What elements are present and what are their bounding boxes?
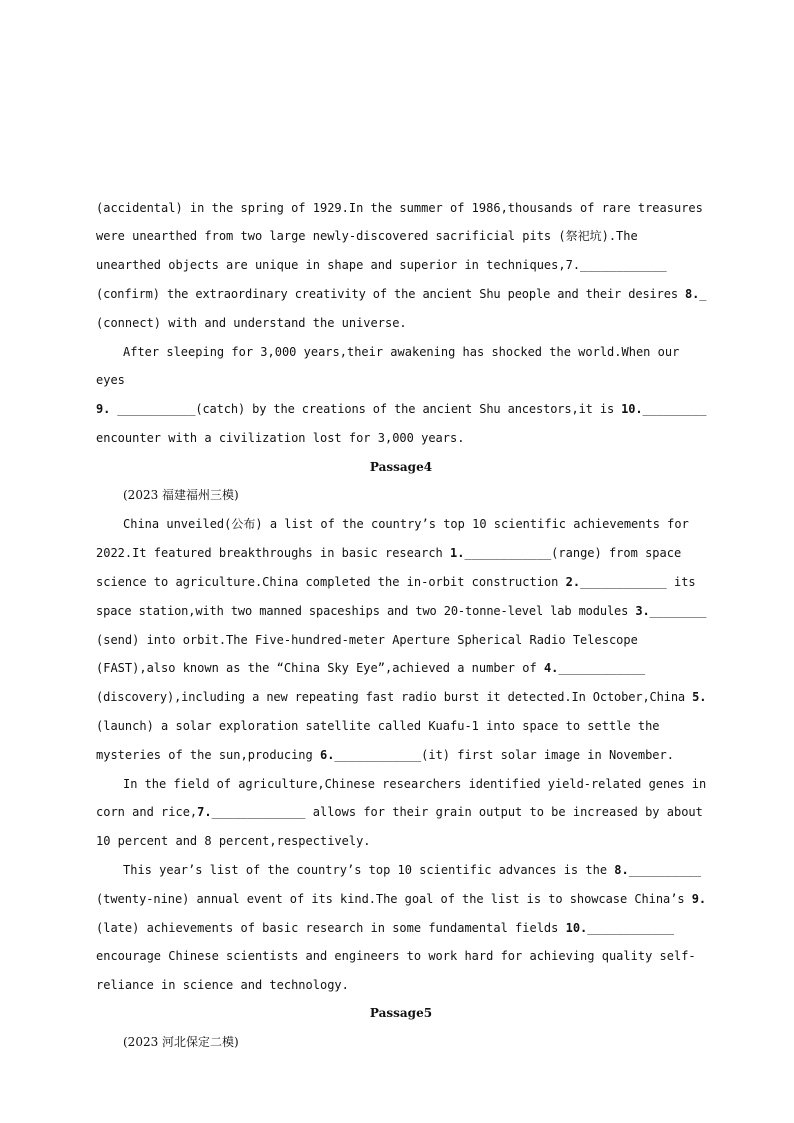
text: (discovery),including a new repeating fast radio burst it detected.In October,China [96,690,693,704]
p4-line-6 [96,659,645,677]
question-number: 8. [614,863,629,877]
passage4-title: Passage4 [369,460,433,474]
p4-line-8: (launch) a solar exploration satellite called Kuafu-1 into space to settle the [96,719,660,733]
p3-line-8 [96,400,706,418]
text: mysteries of the sun,producing [96,748,320,762]
p4-line-4 [96,602,706,620]
p4-line-1: China unveiled(公布) a list of the country’s top 10 scientific achievements for [123,517,689,531]
answer-blank: ________ [649,604,707,618]
question-number: 10. [565,921,588,935]
text: corn and rice, [96,805,198,819]
text: space station,with two manned spaceships and two 20-tonne-level lab modules [96,604,636,618]
answer-blank: _________ [642,402,707,416]
question-number: 1. [450,546,465,560]
answer-blank: ____________ [587,921,674,935]
p4-line-10: In the field of agriculture,Chinese researchers identified yield-related genes in [123,777,707,791]
text: (FAST),also known as the “China Sky Eye”,achieved a number of [96,661,544,675]
p3-line-1: (accidental) in the spring of 1929.In the summer of 1986,thousands of rare treasures [96,201,703,215]
question-number: 3. [635,604,650,618]
text: This year’s list of the country’s top 10 scientific advances is the [123,863,615,877]
text: ____________(range) from space [464,546,682,560]
text: ____________ its [580,575,696,589]
question-number: 8. [685,287,700,301]
text: ____________(it) first solar image in November. [334,748,674,762]
text: ___________(catch) by the creations of the ancient Shu ancestors,it is [110,402,622,416]
p4-line-9 [96,746,674,764]
p4-line-16: encourage Chinese scientists and engineers to work hard for achieving quality self- [96,949,696,963]
p4-line-14 [96,890,706,908]
text: 2022.It featured breakthroughs in basic research [96,546,451,560]
text: science to agriculture.China completed the in-orbit construction [96,575,566,589]
passage5-title: Passage5 [369,1006,433,1020]
p3-line-6: After sleeping for 3,000 years,their awakening has shocked the world.When our [123,345,680,359]
question-number: 10. [621,402,643,416]
answer-blank: _ [699,287,707,301]
passage5-source: (2023 河北保定二模) [123,1035,239,1049]
text: (twenty-nine) annual event of its kind.The goal of the list is to showcase China’s [96,892,692,906]
answer-blank: __________ [628,863,701,877]
p3-line-4 [96,285,706,303]
answer-blank: ____________ [558,661,646,675]
question-number: 4. [543,661,559,675]
p4-line-5: (send) into orbit.The Five-hundred-meter Aperture Spherical Radio Telescope [96,633,638,647]
p3-line-5: (connect) with and understand the universe. [96,316,407,330]
p4-line-7 [96,688,706,706]
text: _____________ allows for their grain output to be increased by about [211,805,703,819]
question-number: 7. [197,805,212,819]
text: (confirm) the extraordinary creativity of the ancient Shu people and their desires [96,287,686,301]
question-number: 2. [565,575,581,589]
text: (late) achievements of basic research in some fundamental fields [96,921,566,935]
question-number: 6. [319,748,335,762]
p3-line-3: unearthed objects are unique in shape and superior in techniques,7.____________ [96,258,667,272]
question-number: 5. [692,690,707,704]
p4-line-12: 10 percent and 8 percent,respectively. [96,834,371,848]
question-number: 9. [691,892,707,906]
p4-line-15 [96,919,674,937]
p4-line-3 [96,573,696,591]
p4-line-2 [96,544,681,562]
p4-line-13 [123,861,701,879]
p4-line-11 [96,803,703,821]
question-number: 9. [96,402,111,416]
p3-line-9: encounter with a civilization lost for 3,000 years. [96,431,465,445]
passage4-source: (2023 福建福州三模) [123,488,239,502]
p3-line-2: were unearthed from two large newly-discovered sacrificial pits (祭祀坑).The [96,229,638,243]
p4-line-17: reliance in science and technology. [96,978,349,992]
p3-line-7: eyes [96,373,125,387]
